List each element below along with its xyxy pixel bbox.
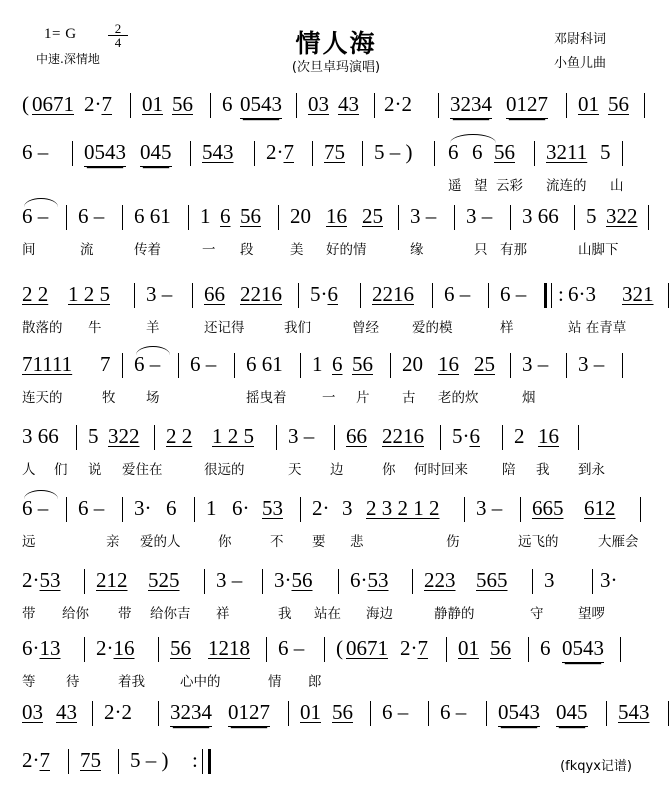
score-row [22, 140, 652, 196]
time-signature-denominator: 4 [114, 35, 122, 50]
lyric-line: 间 流 传着 一 段 美 好的情 缘 只 有那 山脚下 [22, 242, 619, 258]
score-row [22, 496, 652, 552]
lyric-line: 人 们 说 爱住在 很远的 天 边 你 何时回来 陪 我 到永 [22, 462, 605, 478]
notation-line: 2·53 212 525 3 – 3·56 6·53 223 565 3 3· [22, 568, 618, 592]
lyric-line: 连天的 牧 场 摇曳着 一 片 古 老的炊 烟 [22, 390, 536, 406]
composer-credit: 小鱼儿曲 [553, 56, 606, 71]
notation-line: 6 – 6 – 6 61 1 6 56 20 16 25 3 – 3 – 3 66 5 322 [22, 204, 652, 238]
lyric-line: 遥 望 云彩 流连的 山 [448, 178, 624, 194]
notation-line: 6 – 6 – 3· 6 1 6· 53 2· 3 2 3 2 1 2 3 – 665 612 [22, 496, 652, 530]
transcriber-credit: (fkqyx记谱) [560, 759, 632, 774]
lyricist-credit: 邓尉科词 [553, 32, 606, 47]
lyric-line: 散落的 牛 羊 还记得 我们 曾经 爱的模 样 站 在青草 [22, 320, 627, 336]
score-row [22, 748, 652, 800]
lyric-line [22, 782, 652, 800]
score-row [22, 568, 652, 624]
notation-line: 6 – 0543 045 543 2·7 75 5 – ) 6 6 56 3211 5 [22, 140, 652, 174]
notation-line: 03 43 2·2 3234 0127 01 56 6 – 6 – 0543 045 543 [22, 700, 652, 734]
score-row [22, 204, 652, 260]
lyric-line: 带 给你 带 给你吉 祥 我 站在 海边 静静的 守 望啰 [22, 606, 605, 622]
notation-line: ( 0671 2·7 01 56 6 0543 03 43 2·2 3234 0127 01 56 [22, 92, 652, 126]
score-row [22, 352, 652, 408]
notation-line: 71111 7 6 – 6 – 6 61 1 6 56 20 16 25 3 – 3 – [22, 352, 652, 386]
lyric-line: 远 亲 爱的人 你 不 要 悲 伤 远飞的 大雁会 [22, 534, 639, 550]
notation-line: 2·7 75 5 – ) : [22, 748, 652, 782]
page-title: 情人海 [295, 29, 377, 58]
score-row [22, 424, 652, 480]
performer-subtitle: (次旦卓玛演唱) [291, 60, 381, 75]
notation-line: 6·13 2·16 56 1218 6 – ( 0671 2·7 01 56 6 0543 [22, 636, 652, 670]
notation-line: 3 66 5 322 2 2 1 2 5 3 – 66 2216 5·6 2 16 [22, 424, 652, 458]
lyric-line: 等 待 着我 心中的 情 郎 [22, 674, 322, 690]
time-signature-numerator: 2 [108, 22, 128, 36]
score-row [22, 282, 652, 338]
notation-line: 2 2 1 2 5 3 – 66 2216 5·6 2216 6 – 6 – : 6·3 321 [22, 282, 652, 316]
tempo-marking: 中速.深情地 [36, 52, 100, 66]
score-row [22, 636, 652, 692]
key-signature: 1= G [44, 26, 77, 42]
